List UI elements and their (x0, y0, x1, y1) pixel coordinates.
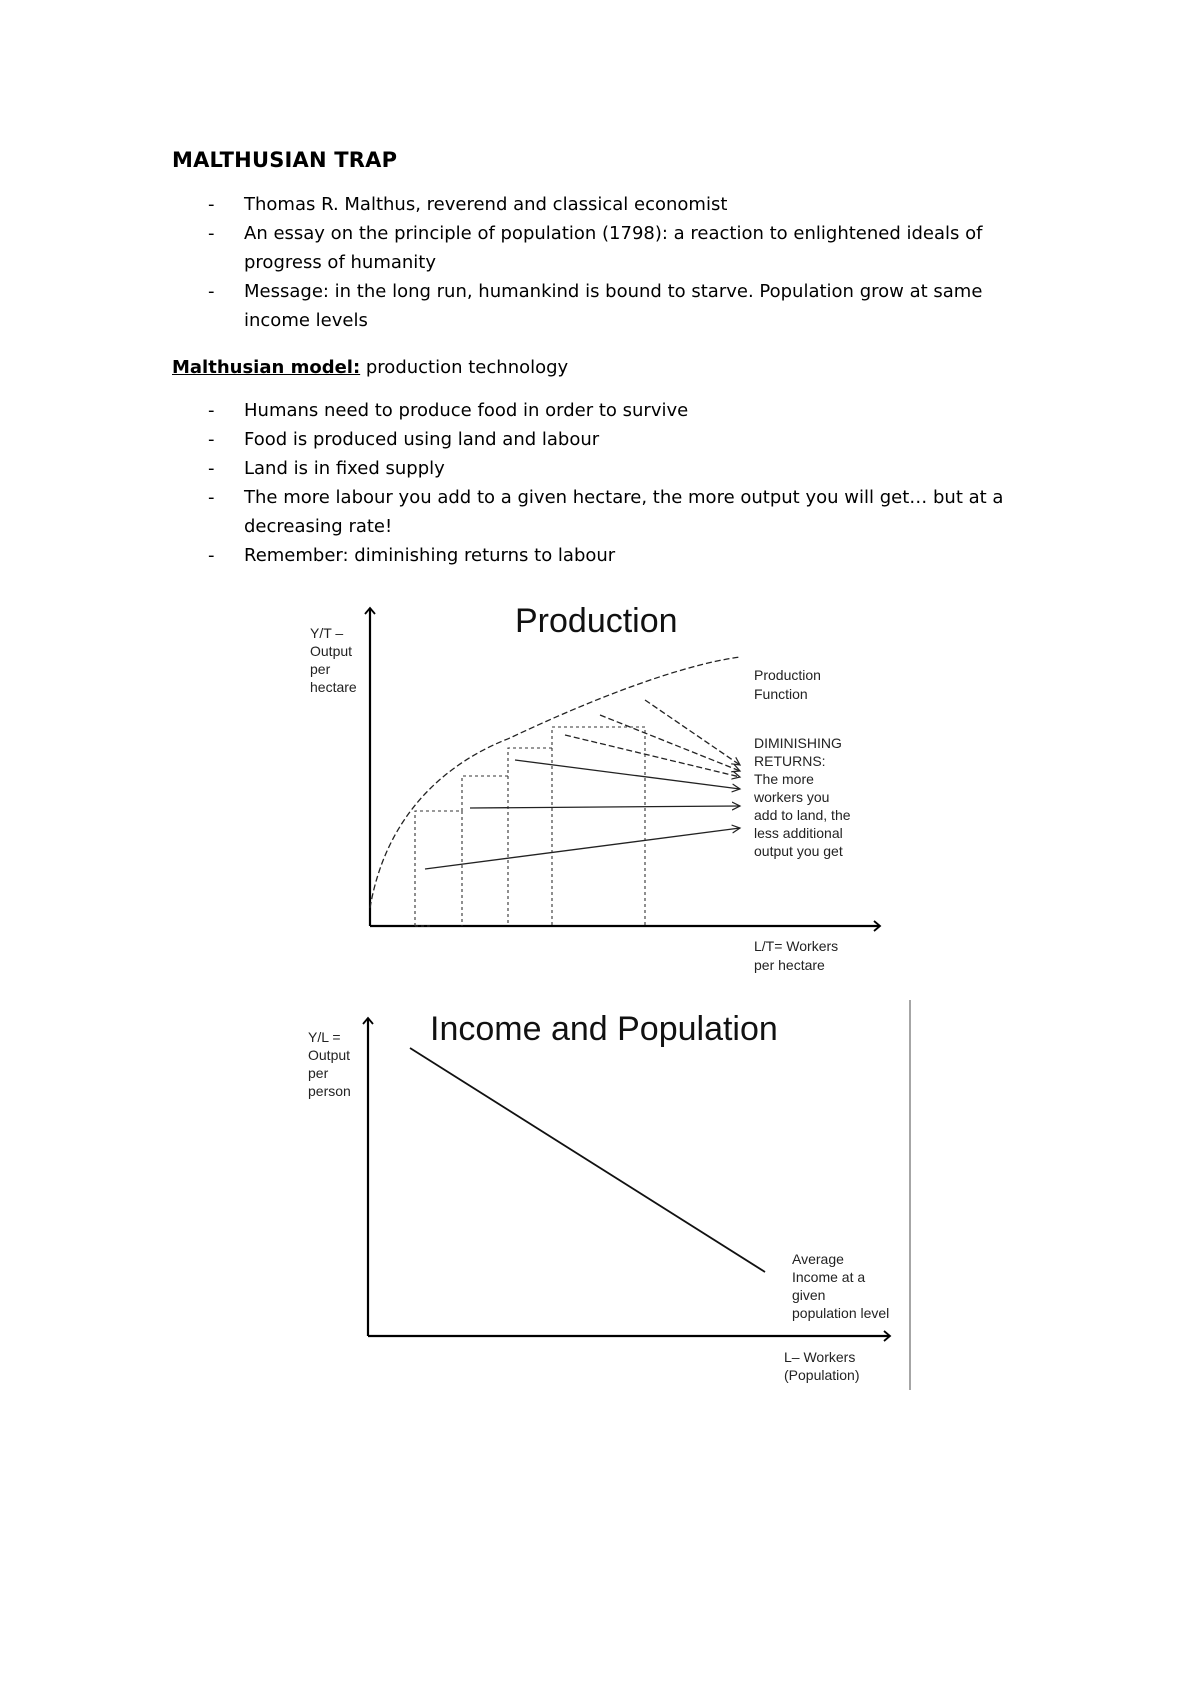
svg-text:population level: population level (792, 1305, 890, 1321)
svg-text:Production: Production (754, 667, 821, 683)
svg-text:Y/T –: Y/T – (310, 625, 344, 641)
list-item: - Thomas R. Malthus, reverend and classical economist (172, 190, 1032, 219)
page-title: MALTHUSIAN TRAP (172, 148, 398, 172)
list-item: - Food is produced using land and labour (172, 425, 1032, 454)
section-rest: production technology (360, 357, 569, 378)
average-income-label (792, 1251, 889, 1321)
list-item: - Humans need to produce food in order to survive (172, 396, 1032, 425)
section-lead: Malthusian model: (172, 357, 361, 378)
svg-text:hectare: hectare (310, 679, 357, 695)
svg-text:Y/L =: Y/L = (308, 1029, 341, 1045)
svg-text:per hectare: per hectare (754, 957, 825, 973)
list-item: - An essay on the principle of population (1798): a reaction to enlightened ideals of progress of humanity (172, 219, 1032, 277)
svg-text:per: per (310, 661, 331, 677)
income-y-label (308, 1029, 351, 1099)
list-item: - Land is in fixed supply (172, 454, 1032, 483)
income-x-label (784, 1349, 860, 1383)
svg-text:DIMINISHING: DIMINISHING (754, 735, 842, 751)
income-population-diagram (300, 1000, 920, 1400)
svg-text:workers you: workers you (754, 789, 830, 805)
list-item: - The more labour you add to a given hectare, the more output you will get… but at a decreasing rate! (172, 483, 1032, 541)
model-list (172, 396, 1032, 570)
section-heading (172, 353, 1032, 382)
marginal-product-steps (415, 727, 645, 926)
production-title: Production (515, 602, 678, 640)
svg-text:person: person (308, 1083, 351, 1099)
production-x-label (754, 938, 838, 973)
intro-list (172, 190, 1032, 335)
diminishing-returns-arrows (425, 700, 740, 869)
svg-text:add to land, the: add to land, the (754, 807, 851, 823)
production-diagram (300, 590, 920, 990)
svg-text:Function: Function (754, 686, 808, 702)
svg-text:Output: Output (310, 643, 353, 659)
svg-text:Income at a: Income at a (792, 1269, 866, 1285)
svg-text:per: per (308, 1065, 329, 1081)
production-y-label (310, 625, 357, 695)
diminishing-returns-annotation (753, 735, 851, 859)
list-item: - Message: in the long run, humankind is bound to starve. Population grow at same income levels (172, 277, 1032, 335)
svg-text:L/T= Workers: L/T= Workers (754, 938, 839, 954)
list-item: - Remember: diminishing returns to labour (172, 541, 1032, 570)
svg-text:L– Workers: L– Workers (784, 1349, 856, 1365)
svg-text:less additional: less additional (754, 825, 843, 841)
svg-text:Average: Average (792, 1251, 844, 1267)
production-function-label (754, 667, 821, 702)
document-body (172, 148, 1032, 570)
svg-text:The more: The more (754, 771, 814, 787)
svg-text:given: given (792, 1287, 826, 1303)
svg-text:output you get: output you get (754, 843, 843, 859)
svg-text:RETURNS:: RETURNS: (754, 753, 826, 769)
svg-text:(Population): (Population) (784, 1367, 860, 1383)
income-title: Income and Population (430, 1010, 778, 1048)
svg-text:Output: Output (308, 1047, 351, 1063)
average-income-line (410, 1048, 765, 1272)
